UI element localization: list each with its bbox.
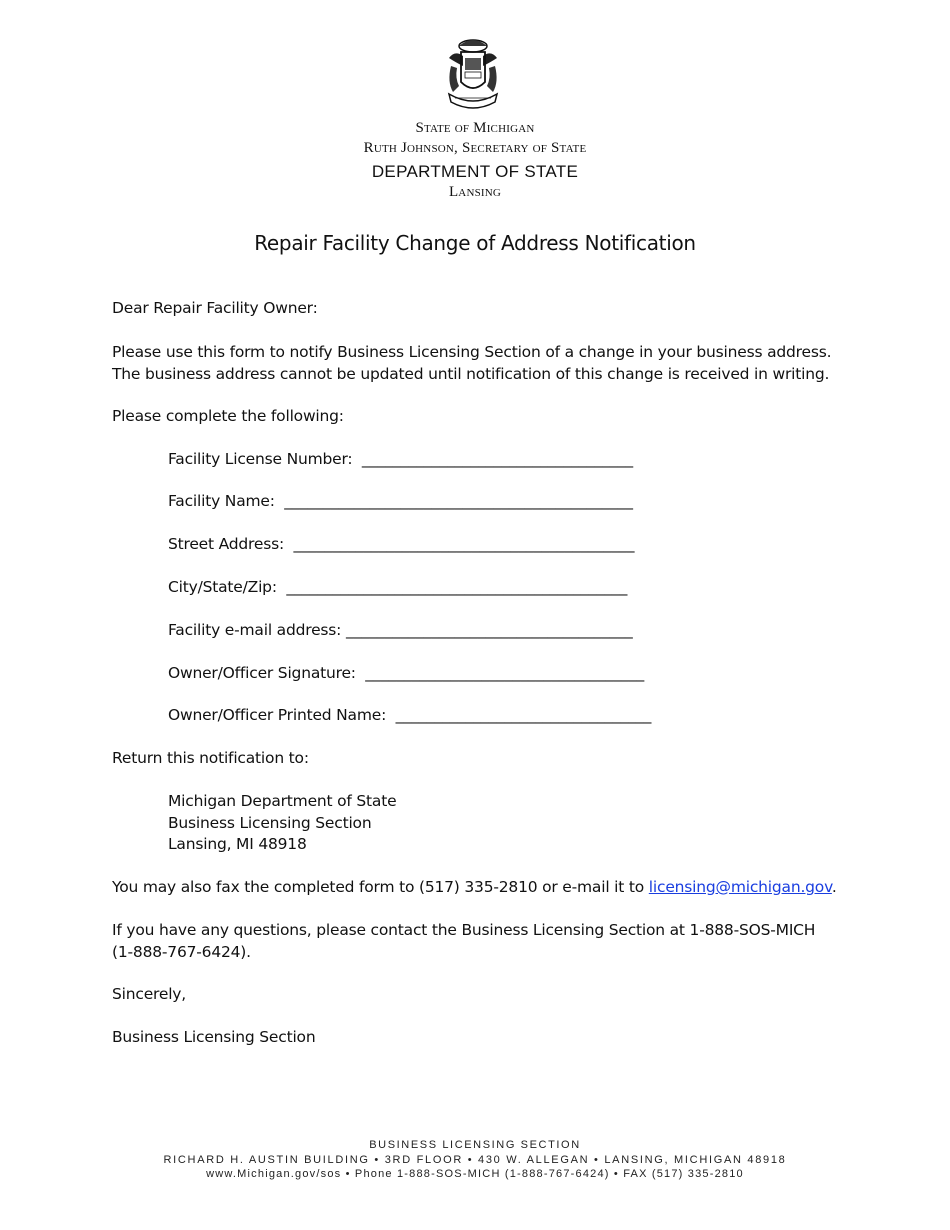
questions-line-2: (1-888-767-6424). — [112, 943, 251, 961]
field-label: Owner/Officer Signature: — [168, 664, 356, 682]
field-label: Facility Name: — [168, 492, 275, 510]
questions-line-1: If you have any questions, please contact the Business Licensing Section at 1-888-SOS-MICH — [112, 921, 816, 939]
return-address-line-2: Business Licensing Section — [168, 814, 372, 832]
fax-text: You may also fax the completed form to (517) 335-2810 or e-mail it to — [112, 878, 649, 896]
field-label: City/State/Zip: — [168, 578, 277, 596]
field-label: Facility e-mail address: — [168, 621, 342, 639]
facility-name-blank[interactable]: _____________________________________________ — [284, 492, 633, 510]
field-email-address — [168, 620, 633, 641]
salutation: Dear Repair Facility Owner: — [112, 299, 318, 317]
email-address-blank[interactable]: _____________________________________ — [345, 621, 633, 639]
field-city-state-zip — [168, 577, 627, 598]
fax-paragraph — [112, 877, 837, 898]
license-number-blank[interactable]: ___________________________________ — [361, 450, 634, 468]
owner-printed-name-blank[interactable]: _________________________________ — [395, 706, 652, 724]
field-label: Facility License Number: — [168, 450, 353, 468]
state-seal-icon — [441, 36, 505, 112]
closing: Sincerely, — [112, 985, 187, 1003]
return-label: Return this notification to: — [112, 749, 309, 767]
letterhead-state: State of Michigan — [415, 120, 535, 136]
letterhead-official: Ruth Johnson, Secretary of State — [363, 140, 587, 156]
fax-end: . — [831, 878, 837, 896]
email-link[interactable]: licensing@michigan.gov — [648, 878, 832, 896]
letterhead-department: DEPARTMENT OF STATE — [371, 162, 579, 181]
signature: Business Licensing Section — [112, 1028, 316, 1046]
footer-address: RICHARD H. AUSTIN BUILDING • 3RD FLOOR • 430 W. ALLEGAN • LANSING, MICHIGAN 48918 — [163, 1154, 787, 1166]
letterhead-city: Lansing — [448, 184, 502, 200]
city-state-zip-blank[interactable]: ____________________________________________ — [286, 578, 628, 596]
owner-signature-blank[interactable]: ____________________________________ — [365, 664, 645, 682]
field-facility-name — [168, 491, 633, 512]
field-license-number — [168, 449, 633, 470]
field-street-address — [168, 534, 634, 555]
return-address-line-3: Lansing, MI 48918 — [168, 835, 307, 853]
intro-line-1: Please use this form to notify Business Licensing Section of a change in your business address. — [112, 343, 832, 361]
field-label: Owner/Officer Printed Name: — [168, 706, 387, 724]
field-owner-signature — [168, 663, 644, 684]
footer-section: BUSINESS LICENSING SECTION — [369, 1139, 581, 1151]
footer-contact: www.Michigan.gov/sos • Phone 1-888-SOS-MICH (1-888-767-6424) • FAX (517) 335-2810 — [206, 1168, 744, 1180]
field-owner-printed-name — [168, 705, 651, 726]
page-title: Repair Facility Change of Address Notification — [254, 231, 696, 255]
street-address-blank[interactable]: ____________________________________________ — [293, 535, 635, 553]
instruction: Please complete the following: — [112, 407, 344, 425]
return-address-line-1: Michigan Department of State — [168, 792, 397, 810]
intro-line-2: The business address cannot be updated until notification of this change is received in writing. — [112, 365, 830, 383]
field-label: Street Address: — [168, 535, 284, 553]
